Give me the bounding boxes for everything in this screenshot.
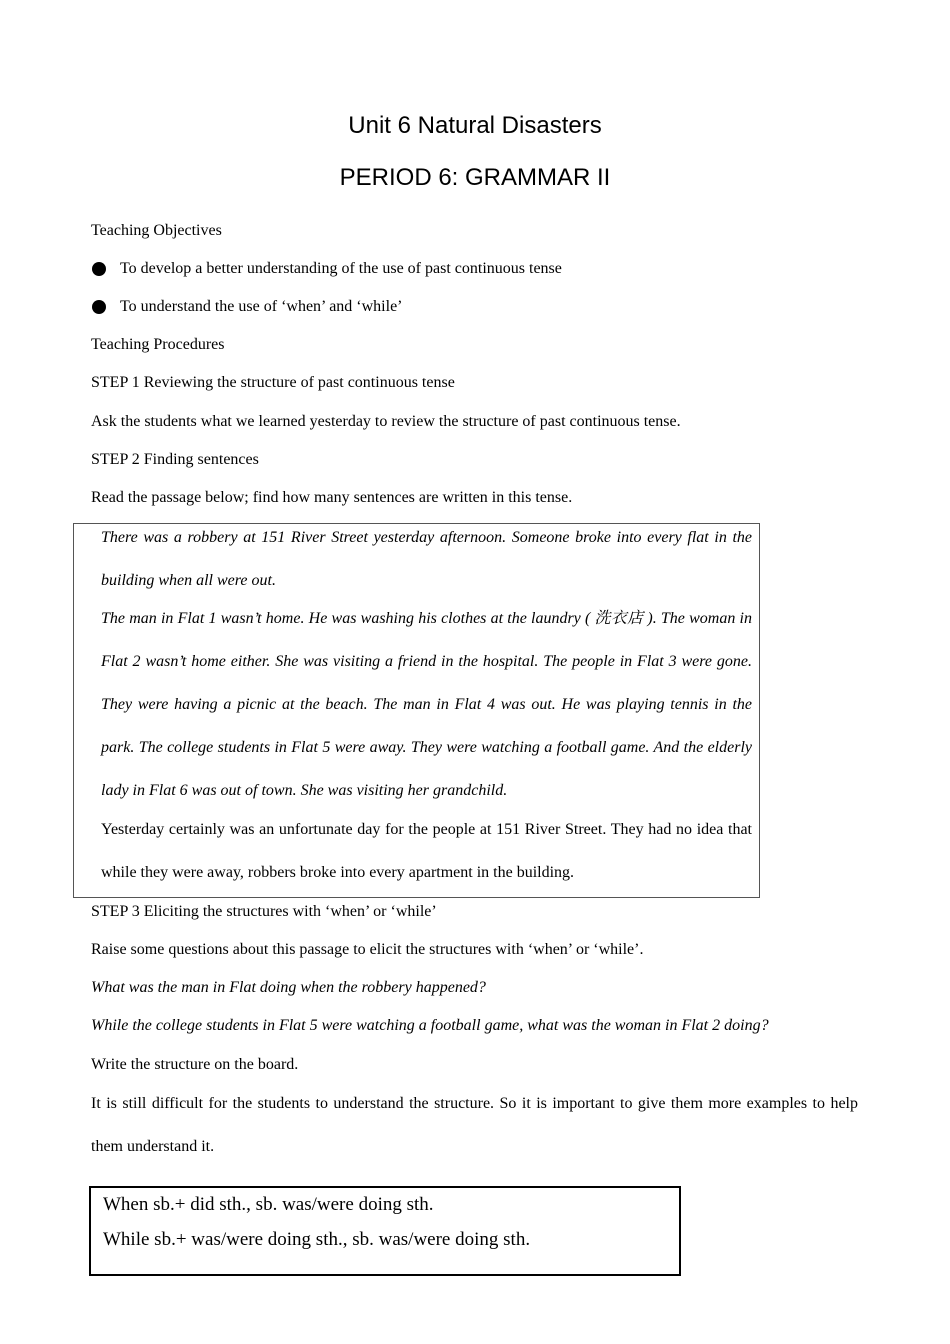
bullet-dot-icon <box>92 262 106 276</box>
objective-item: To develop a better understanding of the use of past continuous tense <box>120 260 562 277</box>
question-1: What was the man in Flat doing when the robbery happened? <box>91 979 486 996</box>
passage-paragraph-1: There was a robbery at 151 River Street yesterday afternoon. Someone broke into every flat in the building when all were out. <box>101 529 752 589</box>
procedures-heading: Teaching Procedures <box>91 336 225 353</box>
bullet-dot-icon <box>92 300 106 314</box>
when-structure: When sb.+ did sth., sb. was/were doing sth. <box>103 1194 434 1215</box>
while-structure: While sb.+ was/were doing sth., sb. was/were doing sth. <box>103 1229 531 1250</box>
step2-text: Read the passage below; find how many sentences are written in this tense. <box>91 489 573 506</box>
step1-text: Ask the students what we learned yesterday to review the structure of past continuous tense. <box>91 413 681 430</box>
step1-title: STEP 1 Reviewing the structure of past continuous tense <box>91 374 455 391</box>
step2-title: STEP 2 Finding sentences <box>91 451 259 468</box>
question-2: While the college students in Flat 5 were watching a football game, what was the woman in Flat 2 doing? <box>91 1017 769 1034</box>
step3-note: It is still difficult for the students to understand the structure. So it is important to give them more examples to help them understand it. <box>91 1095 858 1155</box>
passage-paragraph-3: Yesterday certainly was an unfortunate day for the people at 151 River Street. They had no idea that while they were away, robbers broke into every apartment in the building. <box>101 821 752 881</box>
passage-paragraph-2: The man in Flat 1 wasn’t home. He was washing his clothes at the laundry ( 洗衣店 ). The woman in Flat 2 wasn’t home either. She was visiting a friend in the hospital. The people in Flat 3 were gone. They were having a picnic at the beach. The man in Flat 4 was out. He was playing tennis in the park. The college students in Flat 5 were away. They were watching a football game. And the elderly lady in Flat 6 was out of town. She was visiting her grandchild. <box>101 610 752 799</box>
document-title: Unit 6 Natural Disasters <box>348 112 602 139</box>
step3-title: STEP 3 Eliciting the structures with ‘when’ or ‘while’ <box>91 903 437 920</box>
objective-item: To understand the use of ‘when’ and ‘while’ <box>120 298 403 315</box>
objectives-heading: Teaching Objectives <box>91 222 222 239</box>
step3-text: Raise some questions about this passage to elicit the structures with ‘when’ or ‘while’. <box>91 941 644 958</box>
board-instruction: Write the structure on the board. <box>91 1056 299 1073</box>
document-subtitle: PERIOD 6: GRAMMAR II <box>339 164 611 191</box>
